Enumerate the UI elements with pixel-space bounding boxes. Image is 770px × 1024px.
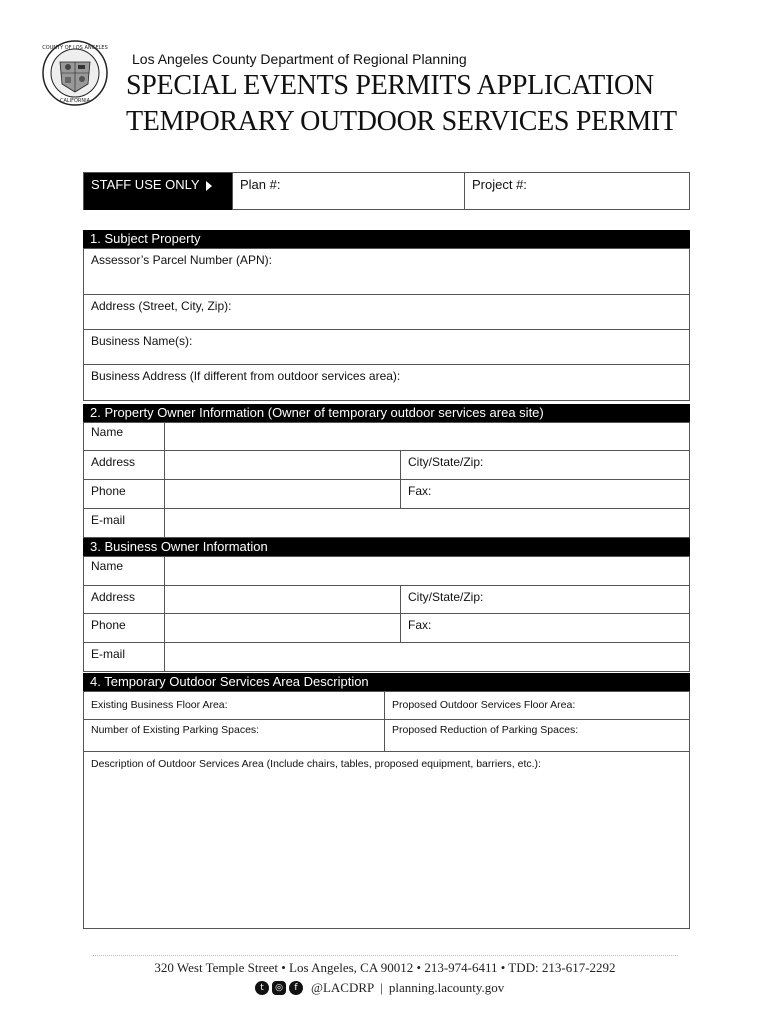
- footer-separator: |: [380, 980, 383, 995]
- svg-text:CALIFORNIA: CALIFORNIA: [59, 98, 91, 104]
- proposed-floor-area-field[interactable]: Proposed Outdoor Services Floor Area:: [384, 691, 690, 720]
- section1-heading: 1. Subject Property: [83, 230, 690, 248]
- business-owner-email-label: E-mail: [83, 642, 165, 672]
- form-title-line1: SPECIAL EVENTS PERMITS APPLICATION: [126, 70, 654, 101]
- apn-field[interactable]: Assessor’s Parcel Number (APN):: [83, 248, 690, 295]
- business-names-field[interactable]: Business Name(s):: [83, 329, 690, 365]
- section4-heading: 4. Temporary Outdoor Services Area Description: [83, 673, 690, 691]
- business-owner-phone-input[interactable]: [164, 613, 401, 643]
- owner-phone-label: Phone: [83, 479, 165, 509]
- business-owner-phone-label: Phone: [83, 613, 165, 643]
- footer-social: [255, 979, 504, 997]
- website-link[interactable]: planning.lacounty.gov: [388, 980, 505, 995]
- twitter-icon[interactable]: t: [255, 981, 269, 995]
- owner-city-field[interactable]: City/State/Zip:: [400, 450, 690, 480]
- staff-use-text: STAFF USE ONLY: [91, 177, 200, 192]
- form-title-line2: TEMPORARY OUTDOOR SERVICES PERMIT: [126, 106, 677, 137]
- department-name: Los Angeles County Department of Regional Planning: [132, 51, 467, 67]
- owner-address-input[interactable]: [164, 450, 401, 480]
- address-field[interactable]: Address (Street, City, Zip):: [83, 294, 690, 330]
- business-owner-address-label: Address: [83, 585, 165, 614]
- owner-email-input[interactable]: [164, 508, 690, 538]
- svg-text:COUNTY OF LOS ANGELES: COUNTY OF LOS ANGELES: [42, 45, 108, 51]
- proposed-parking-field[interactable]: Proposed Reduction of Parking Spaces:: [384, 719, 690, 752]
- footer-address: 320 West Temple Street • Los Angeles, CA 90012 • 213-974-6411 • TDD: 213-617-2292: [154, 960, 616, 975]
- business-owner-name-input[interactable]: [164, 556, 690, 586]
- owner-phone-input[interactable]: [164, 479, 401, 509]
- business-owner-name-label: Name: [83, 556, 165, 586]
- business-address-field[interactable]: Business Address (If different from outdoor services area):: [83, 364, 690, 401]
- business-owner-email-input[interactable]: [164, 642, 690, 672]
- project-number-field[interactable]: Project #:: [464, 173, 690, 210]
- owner-fax-field[interactable]: Fax:: [400, 479, 690, 509]
- owner-name-label: Name: [83, 422, 165, 451]
- existing-parking-field[interactable]: Number of Existing Parking Spaces:: [83, 719, 385, 752]
- plan-number-field[interactable]: Plan #:: [232, 173, 464, 210]
- county-seal-logo: [42, 40, 108, 106]
- arrow-right-icon: [206, 181, 212, 191]
- footer-divider: [93, 955, 678, 956]
- owner-name-input[interactable]: [164, 422, 690, 451]
- business-owner-fax-field[interactable]: Fax:: [400, 613, 690, 643]
- instagram-icon[interactable]: ◎: [272, 981, 286, 995]
- social-handle: @LACDRP: [311, 980, 375, 995]
- owner-email-label: E-mail: [83, 508, 165, 538]
- owner-address-label: Address: [83, 450, 165, 480]
- section3-heading: 3. Business Owner Information: [83, 538, 690, 556]
- business-owner-address-input[interactable]: [164, 585, 401, 614]
- staff-use-label: [84, 173, 232, 210]
- facebook-icon[interactable]: f: [289, 981, 303, 995]
- existing-floor-area-field[interactable]: Existing Business Floor Area:: [83, 691, 385, 720]
- business-owner-city-field[interactable]: City/State/Zip:: [400, 585, 690, 614]
- section2-heading: 2. Property Owner Information (Owner of temporary outdoor services area site): [83, 404, 690, 422]
- description-field[interactable]: Description of Outdoor Services Area (Include chairs, tables, proposed equipment, barriers, etc.):: [83, 751, 690, 929]
- staff-use-row: [83, 172, 690, 210]
